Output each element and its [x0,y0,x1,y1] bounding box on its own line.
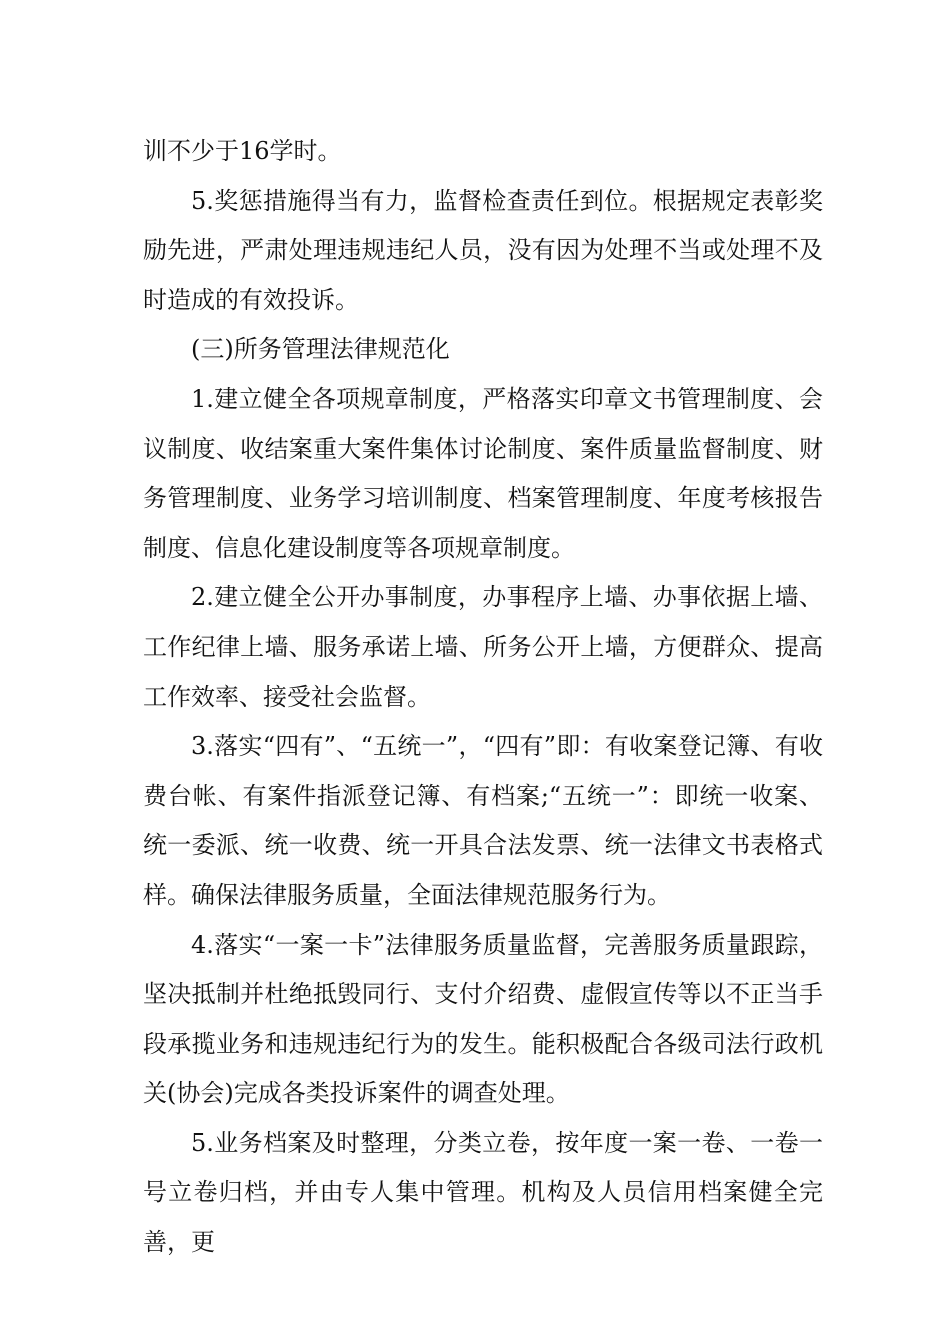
section-heading-3: (三)所务管理法律规范化 [191,335,450,364]
paragraph-item-3-standards: 3.落实“四有”、“五统一”，“四有”即：有收案登记簿、有收费台帐、有案件指派登记簿、有档案;“五统一”：即统一收案、统一委派、统一收费、统一开具合法发票、统一法律文书表格式样。确保法律服务质量，全面法律规范服务行为。 [143,732,823,909]
document-body [143,127,823,1268]
paragraph-item-4-quality: 4.落实“一案一卡”法律服务质量监督，完善服务质量跟踪，坚决抵制并杜绝抵毁同行、支付介绍费、虚假宣传等以不正当手段承揽业务和违规违纪行为的发生。能积极配合各级司法行政机关(协会)完成各类投诉案件的调查处理。 [143,930,823,1108]
paragraph-continuation: 训不少于16学时。 [143,137,342,165]
paragraph-item-5-archives: 5.业务档案及时整理，分类立卷，按年度一案一卷、一卷一号立卷归档，并由专人集中管理。机构及人员信用档案健全完善，更 [143,1128,823,1257]
paragraph-item-1-rules: 1.建立健全各项规章制度，严格落实印章文书管理制度、会议制度、收结案重大案件集体讨论制度、案件质量监督制度、财务管理制度、业务学习培训制度、档案管理制度、年度考核报告制度、信息化建设制度等各项规章制度。 [143,384,823,562]
paragraph-item-5-rewards: 5.奖惩措施得当有力，监督检查责任到位。根据规定表彰奖励先进，严肃处理违规违纪人员，没有因为处理不当或处理不及时造成的有效投诉。 [143,186,823,314]
paragraph-item-2-openness: 2.建立健全公开办事制度，办事程序上墙、办事依据上墙、工作纪律上墙、服务承诺上墙、所务公开上墙，方便群众、提高工作效率、接受社会监督。 [143,583,823,711]
